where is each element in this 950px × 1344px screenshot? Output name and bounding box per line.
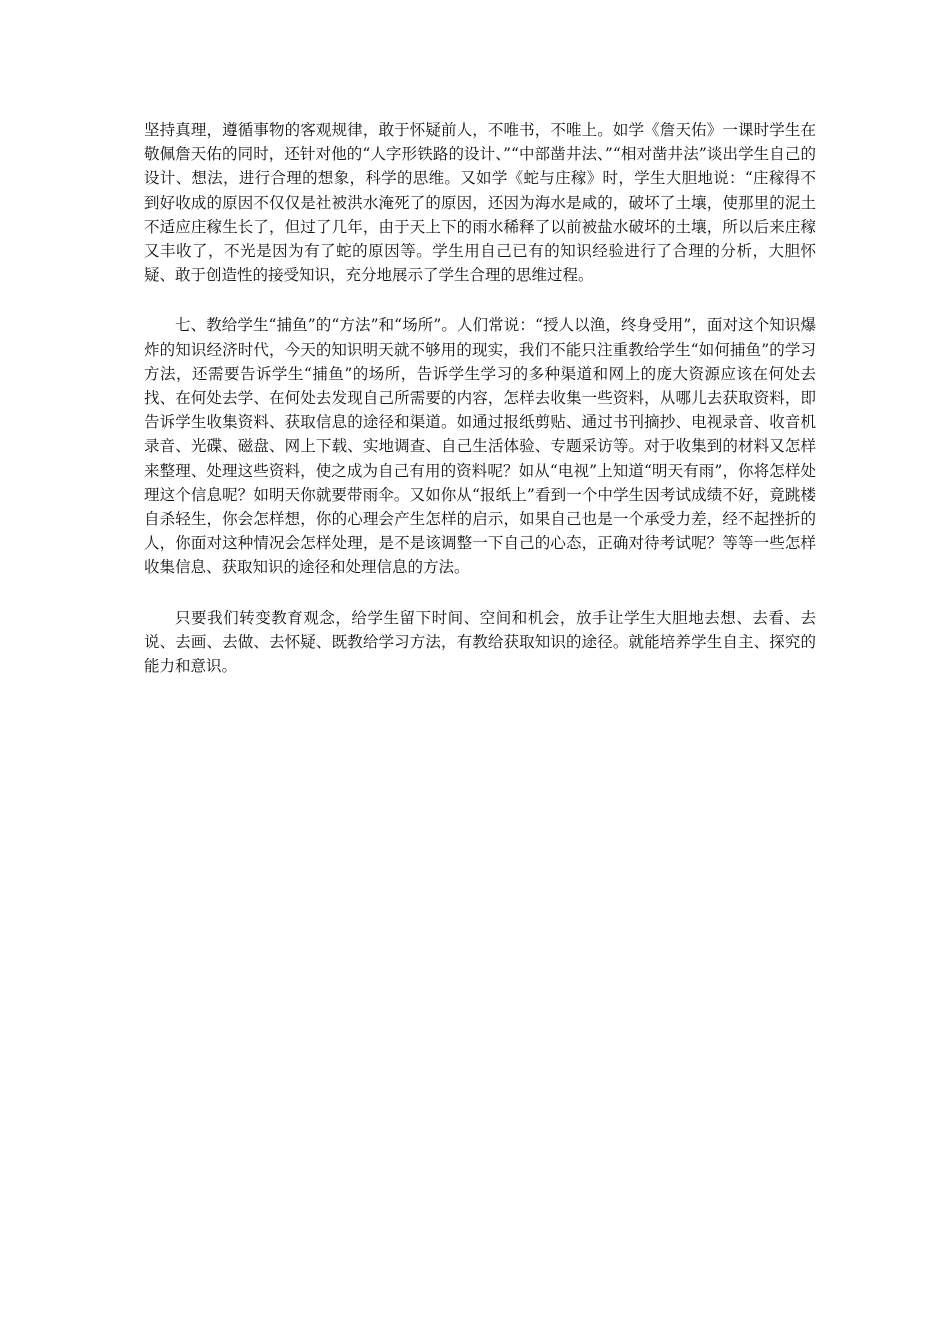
paragraph-section-seven: 七、教给学生“捕鱼”的“方法”和“场所”。人们常说：“授人以渔，终身受用”，面对这个知识爆炸的知识经济时代，今天的知识明天就不够用的现实，我们不能只注重教给学生“如何捕鱼”的学习方法，还需要告诉学生“捕鱼”的场所，告诉学生学习的多种渠道和网上的庞大资源应该在何处去找、在何处去学、在何处去发现自己所需要的内容，怎样去收集一些资料，从哪儿去获取资料，即告诉学生收集资料、获取信息的途径和渠道。如通过报纸剪贴、通过书刊摘抄、电视录音、收音机录音、光碟、磁盘、网上下载、实地调查、自己生活体验、专题采访等。对于收集到的材料又怎样来整理、处理这些资料，使之成为自己有用的资料呢？如从“电视”上知道“明天有雨”，你将怎样处理这个信息呢？如明天你就要带雨伞。又如你从“报纸上”看到一个中学生因考试成绩不好，竟跳楼自杀轻生，你会怎样想，你的心理会产生怎样的启示，如果自己也是一个承受力差，经不起挫折的人，你面对这种情况会怎样处理，是不是该调整一下自己的心态，正确对待考试呢？等等一些怎样收集信息、获取知识的途径和处理信息的方法。 xyxy=(144,316,816,577)
paragraph-continuation: 坚持真理，遵循事物的客观规律，敢于怀疑前人，不唯书，不唯上。如学《詹天佑》一课时学生在敬佩詹天佑的同时，还针对他的“人字形铁路的设计、”“中部凿井法、”“相对凿井法”谈出学生自己的设计、想法，进行合理的想象，科学的思维。又如学《蛇与庄稼》时，学生大胆地说：“庄稼得不到好收成的原因不仅仅是社被洪水淹死了的原因，还因为海水是咸的，破坏了土壤，使那里的泥土不适应庄稼生长了，但过了几年，由于天上下的雨水稀释了以前被盐水破坏的土壤，所以后来庄稼又丰收了，不光是因为有了蛇的原因等。学生用自己已有的知识经验进行了合理的分析，大胆怀疑、敢于创造性的接受知识，充分地展示了学生合理的思维过程。 xyxy=(144,121,816,285)
document-page xyxy=(144,118,816,678)
paragraph-conclusion: 只要我们转变教育观念，给学生留下时间、空间和机会，放手让学生大胆地去想、去看、去说、去画、去做、去怀疑、既教给学习方法，有教给获取知识的途径。就能培养学生自主、探究的能力和意识。 xyxy=(144,608,816,676)
